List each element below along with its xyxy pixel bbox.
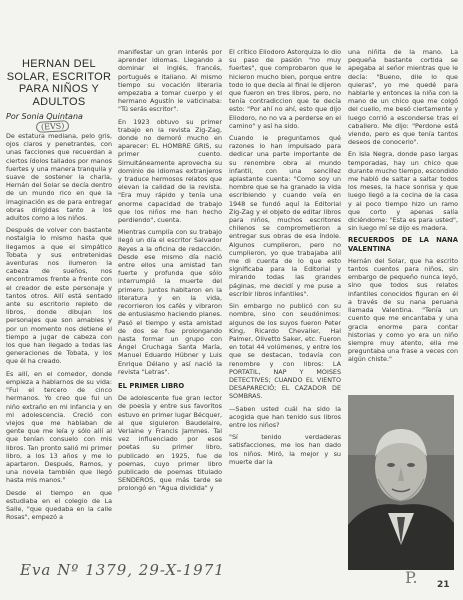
column-1 xyxy=(6,132,112,525)
paragraph: Desde el tiempo en que estudiaba en el colegio de La Salle, "que quedaba en la calle Rosas", empezó a xyxy=(6,488,112,522)
paragraph: En Isla Negra, donde paso largas temporadas, hay un chico que durante mucho tiempo, escondido me habló de saltar a saltar todos los meses, la hace sonrisa y que luego llegó a la cocina de la casa y al poco tiempo hizo un ramo que corto y apenas salía diciéndome: "Esta es para usted", sin luego mí se dijo es madera. xyxy=(348,150,458,233)
paragraph: una niñita de la mano. La pequeña bastante cortida se apegaba al señor mientras que le decía: "Bueno, dile lo que quieras", yo me quedé para hablarle y entonces la niña con la mano de un chico que me colgó del cuello, me besó ciertamente y luego corrió a esconderse tras el caballero. Me dijo: "Perdone está viendo, pero es que tenía tantos deseos de conocerlo". xyxy=(348,48,458,147)
paragraph: Mientras cumplía con su trabajo llegó un día el escritor Salvador Reyes a la oficina de redacción. Desde ese mismo día nació entre ellos una amistad tan fuerte y profunda que sólo interrumpió la muerte del primero. Juntos habitaron en la literatura y en la vida, recorrieron los cafés y vibraron de entusiasmo haciendo planes. Pasó el tiempo y esta amistad de dos se fue prolongando hasta formar un grupo con Ángel Cruchaga Santa María, Manuel Eduardo Hübner y Luis Enrique Délano y así nació la revista "Letras". xyxy=(118,228,222,376)
paragraph: El crítico Eliodoro Astorquiza lo dio su paso de pasión "no muy fuertes", que comprobaron que le hicieron mucho bien, porque entre todo lo que decía al final le dijeron que fueron en tres libros, pero, no tenía contradiccion que te decía esto: "Por ahí no ahí, esto que dijo Eliodoro, no no va a perderse en el camino" y así ha sido. xyxy=(229,48,341,130)
handwritten-mark: P. xyxy=(405,568,418,587)
paragraph: Es allí, en el comedor, donde empieza a hablarnos de su vida: "Fui el tercero de cinco hermanos. Yo creo que fui un niño extraño en mi infancia y en mi adolescencia. Creció con viejos que me hablaban de gente que me leía y sólo allí al que tenían consuelo con mis libros. Tan pronto salió mi primer libro, a los 13 años y me lo apartaron. Después, Ramos, y una novela también que llegó hasta mis manos." xyxy=(6,369,112,485)
page-number: 21 xyxy=(437,580,450,590)
paragraph: Cuando le preguntamos qué razones lo han impulsado para dedicar una parte importante de su renombre obra al mundo infantil, con una sencillez aplastante cuenta: "Como soy un hombre que se ha granado la vida escribiendo y cuando veía en 1948 se fundó aquí la Editorial Zig-Zag y el objeto de editar libros para niños, muchos escritores chilenos se comprometieron a entregar sus obras de esa índole. Algunos cumplieron, pero no cumplieron, yo que trabajaba allí me di cuenta de lo que esto significaba para la Editorial y mirando todas las grandes páginas, me decidí y me puse a escribir libros infantiles". xyxy=(229,134,341,298)
article-byline: Por Sonia Quintana xyxy=(6,112,83,121)
paragraph: "Sí tenido verdaderas satisfacciones, me los han dado los niños. Miró, la mejor y su muerte dar la xyxy=(229,433,341,466)
paragraph: Después de volver con bastante nostalgia lo mismo hasta que llegamos a que el simpático Tobata y sus entretenidas aventuras nos ilumeron la cabeza de sueños, nos encontramos frente a frente con el creador de este personaje y tantos otros. Allí está sentado ante su escritorio repleto de libros, donde dibujan los personajes que son amables y por un momento nos detiene el tiempo a jugar de cabeza con los que han llegado a todas las generaciones de Tobata, y los que él ha creado. xyxy=(6,226,112,366)
paragraph: En 1923 obtuvo su primer trabajo en la revista Zig-Zag, donde no demoró mucho en aparecer: EL HOMBRE GRIS, su primer cuento. Simultáneamente aprovecha su dominio de idiomas extranjeros y traduce hermosos relatos que elevan la calidad de la revista. "Era muy rápido y tenía una enorme capacidad de trabajo que los niños me han hecho perdiendo", cuenta. xyxy=(118,117,222,225)
column-2 xyxy=(118,48,222,497)
paragraph: —Saben usted cuál ha sido la acogida que han tenido sus libros entre los niños? xyxy=(229,404,341,429)
handwritten-source-note: Eva Nº 1379, 29-X-1971 xyxy=(20,561,225,579)
column-4 xyxy=(348,48,458,368)
paragraph: Hernán del Solar, que ha escrito tantos cuentos para niños, sin embargo de pequeño nunca leyó, sino que todos sus relatos infantiles conocidos figuran en él a través de su nana peruana llamada Valentina. "Tenía un cuento que me encantaba y una gracia enorme para contar historias y como yo era un niño siempre muy atento, ella me preguntaba una frase a veces con algún chiste." xyxy=(348,256,458,364)
paragraph: De estatura mediana, pelo gris, ojos claros y penetrantes, con unas facciones que recuerdan a ciertos ídolos tallados por manos fuertes y una manera tranquila y suave de sostener la charla, Hernán del Solar se decía dentro de un mundo rico en que la imaginación es de para entregar obras dirigidas tanto a los adultos como a los niños. xyxy=(6,132,112,223)
column-3 xyxy=(229,48,341,470)
section-heading: RECUERDOS DE LA NANA VALENTINA xyxy=(348,236,458,253)
article-title: HERNAN DEL SOLAR, ESCRITOR PARA NIÑOS Y ADULTOS xyxy=(6,58,112,108)
section-heading: EL PRIMER LIBRO xyxy=(118,381,185,390)
paragraph: manifestar un gran interés por aprender idiomas. Llegando a dominar el inglés, francés, portugués e italiano. Al mismo tiempo su vocación literaria empezaba a tomar cuerpo y el hermano Agustín le vaticinaba: "Tú serás escritor". xyxy=(118,48,222,114)
paragraph: De adolescente fue gran lector de poesía y entre sus favoritos estuvo en primer lugar Bécquer, al que siguieron Baudelaire, Verlaine y Francis Jammes. Tal vez influenciado por esos poetas su primer libro, publicado en 1925, fue de poemas, cuyo primer libro publicado de poemas titulado SENDEROS, que más tarde se prolongó en "Agua dividida" y xyxy=(118,394,222,493)
author-portrait-photo xyxy=(348,395,454,570)
paragraph: Sin embargo no publicó con su nombre, sino con seudónimos: algunos de los suyos fueron Peter King, Ricardo Chevalier, Hal Palmer, Olivetto Saker, etc. Fueron en total 44 volúmenes, y entre los que se destacan, todavía con renombre y con libros: LA PORTATIL, NAP Y MOISES DETECTIVES; CUANDO EL VIENTO DESAPARECIÓ; EL CAZADOR DE SOMBRAS. xyxy=(229,302,341,401)
archive-stamp: (EVS) xyxy=(36,120,70,133)
portrait-illustration xyxy=(348,395,454,570)
